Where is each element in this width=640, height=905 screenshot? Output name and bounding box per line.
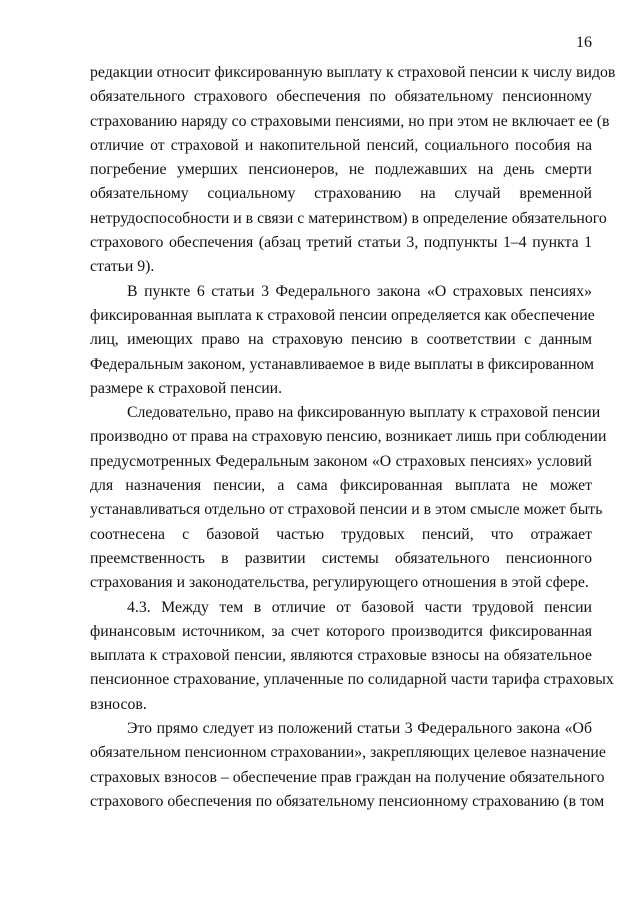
paragraph [90,61,616,280]
paragraph [90,280,595,401]
paragraph [90,596,614,717]
text-line: нетрудоспособности и в связи с материнством) в определение обязательного [90,209,607,227]
document-body [90,61,616,814]
text-line: предусмотренных Федеральным законом «О страховых пенсиях» условий [90,452,592,470]
text-line: производно от права на страховую пенсию, возникает лишь при соблюдении [90,428,607,446]
text-line: Следовательно, право на фиксированную выплату к страховой пенсии [127,404,601,422]
text-line: финансовым источником, за счет которого производится фиксированная [90,622,592,640]
paragraph [90,717,606,814]
text-line: страхового обеспечения по обязательному пенсионному страхованию (в том [90,792,605,810]
text-line: размере к страховой пенсии. [90,379,283,397]
text-line: страхованию наряду со страховыми пенсиями, но при этом не включает ее (в [90,112,610,130]
text-line: 4.3. Между тем в отличие от базовой части трудовой пенсии [127,598,592,616]
text-line: В пункте 6 статьи 3 Федерального закона «О страховых пенсиях» [127,282,592,300]
text-line: страховых взносов – обеспечение прав граждан на получение обязательного [90,768,605,786]
text-line: обязательном пенсионном страховании», закрепляющих целевое назначение [90,744,606,762]
paragraph [90,401,607,595]
text-line: Это прямо следует из положений статьи 3 Федерального закона «Об [127,720,592,738]
text-line: соотнесена с базовой частью трудовых пенсий, что отражает [90,525,592,543]
text-line: преемственность в развитии системы обязательного пенсионного [90,549,592,567]
text-line: страхования и законодательства, регулирующего отношения в этой сфере. [90,574,589,592]
text-line: статьи 9). [90,258,155,276]
text-line: пенсионное страхование, уплаченные по солидарной части тарифа страховых [90,671,614,689]
page-number: 16 [576,34,592,51]
text-line: обязательному социальному страхованию на случай временной [90,185,592,203]
text-line: обязательного страхового обеспечения по обязательному пенсионному [90,88,592,106]
text-line: фиксированная выплата к страховой пенсии определяется как обеспечение [90,306,595,324]
text-line: Федеральным законом, устанавливаемое в виде выплаты в фиксированном [90,355,595,373]
text-line: взносов. [90,695,147,713]
text-line: погребение умерших пенсионеров, не подлежавших на день смерти [90,161,592,179]
text-line: лиц, имеющих право на страховую пенсию в соответствии с данным [90,331,592,349]
text-line: отличие от страховой и накопительной пенсий, социального пособия на [90,136,592,154]
text-line: для назначения пенсии, а сама фиксированная выплата не может [90,477,592,495]
text-line: выплата к страховой пенсии, являются страховые взносы на обязательное [90,647,592,665]
text-line: редакции относит фиксированную выплату к страховой пенсии к числу видов [90,64,616,81]
text-line: устанавливаться отдельно от страховой пенсии и в этом смысле может быть [90,501,603,519]
text-line: страхового обеспечения (абзац третий статьи 3, подпункты 1–4 пункта 1 [90,234,592,252]
